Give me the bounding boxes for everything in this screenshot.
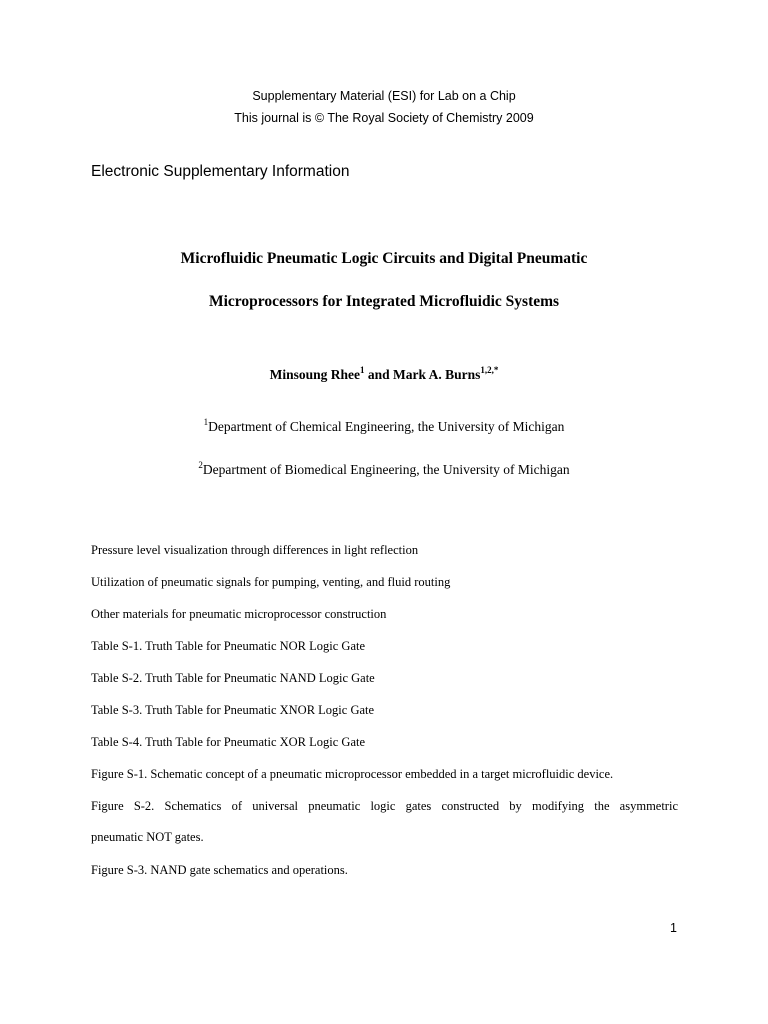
journal-header-line: Supplementary Material (ESI) for Lab on a Chip bbox=[252, 89, 516, 103]
affiliation-2 bbox=[0, 459, 768, 478]
affiliation-mark: 1 bbox=[203, 416, 209, 427]
contents-item: Pressure level visualization through differences in light reflection bbox=[91, 543, 419, 557]
copyright-header-line: This journal is © The Royal Society of Chemistry 2009 bbox=[234, 111, 534, 125]
author-affiliation-mark: 1,2,* bbox=[480, 364, 499, 375]
title-line-1: Microfluidic Pneumatic Logic Circuits and Digital Pneumatic bbox=[180, 250, 588, 267]
contents-item: Table S-2. Truth Table for Pneumatic NAND Logic Gate bbox=[91, 671, 375, 685]
contents-item: Table S-1. Truth Table for Pneumatic NOR Logic Gate bbox=[91, 639, 366, 653]
contents-item: Figure S-2. Schematics of universal pneumatic logic gates constructed by modifying the asymmetric bbox=[91, 799, 678, 813]
contents-item: Table S-4. Truth Table for Pneumatic XOR Logic Gate bbox=[91, 735, 366, 749]
author-name: Mark A. Burns bbox=[393, 367, 481, 382]
contents-item: Other materials for pneumatic microprocessor construction bbox=[91, 607, 387, 621]
title-line-2: Microprocessors for Integrated Microfluidic Systems bbox=[208, 293, 560, 310]
affiliation-text: Department of Chemical Engineering, the University of Michigan bbox=[208, 419, 565, 434]
contents-item: Utilization of pneumatic signals for pumping, venting, and fluid routing bbox=[91, 575, 451, 589]
affiliation-mark: 2 bbox=[198, 459, 203, 470]
author-conjunction: and bbox=[364, 367, 394, 382]
author-list bbox=[0, 364, 768, 383]
contents-item: pneumatic NOT gates. bbox=[91, 830, 204, 844]
contents-item: Figure S-1. Schematic concept of a pneumatic microprocessor embedded in a target microfluidic device. bbox=[91, 767, 614, 781]
author-name: Minsoung Rhee bbox=[269, 367, 360, 382]
contents-item: Table S-3. Truth Table for Pneumatic XNOR Logic Gate bbox=[91, 703, 375, 717]
affiliation-1 bbox=[0, 416, 768, 435]
page-number: 1 bbox=[670, 921, 677, 935]
contents-item: Figure S-3. NAND gate schematics and operations. bbox=[91, 863, 348, 877]
author-affiliation-mark: 1 bbox=[359, 364, 365, 375]
esi-heading: Electronic Supplementary Information bbox=[91, 163, 350, 180]
affiliation-text: Department of Biomedical Engineering, the University of Michigan bbox=[202, 462, 570, 477]
